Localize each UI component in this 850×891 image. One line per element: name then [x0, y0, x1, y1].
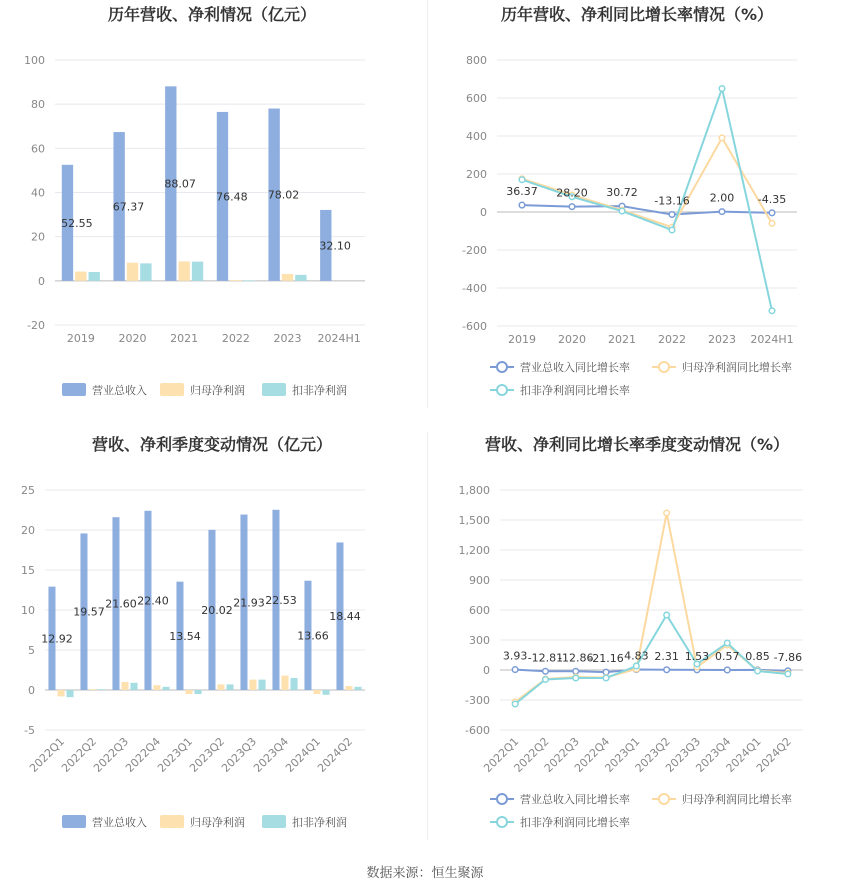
data-point: [519, 202, 525, 208]
legend-label: 归母净利润同比增长率: [682, 793, 792, 806]
legend-swatch: [62, 815, 86, 828]
x-tick-label: 2021: [608, 333, 636, 346]
y-tick-label: -20: [27, 319, 45, 332]
bar: [89, 272, 100, 281]
data-label: 28.20: [556, 186, 588, 200]
data-point: [664, 667, 670, 673]
y-tick-label: 300: [469, 634, 490, 647]
y-tick-label: 600: [469, 604, 490, 617]
data-label: -7.86: [773, 650, 803, 664]
bar: [313, 690, 320, 694]
chart-quarterly-revenue-profit-svg: [0, 430, 425, 860]
y-tick-label: 15: [21, 564, 35, 577]
x-tick-label: 2023: [273, 332, 302, 345]
data-label: 21.60: [105, 597, 137, 611]
bar: [140, 263, 151, 280]
legend-swatch: [262, 815, 286, 828]
legend-label: 营业总收入: [92, 816, 147, 829]
bar: [131, 683, 138, 690]
bar: [89, 689, 96, 690]
legend-label: 营业总收入: [92, 384, 147, 397]
data-point: [512, 701, 518, 707]
data-label: 22.53: [265, 593, 297, 607]
bar: [345, 686, 352, 690]
y-tick-label: 600: [466, 92, 487, 105]
x-tick-label: 2023Q2: [187, 734, 228, 775]
bar: [230, 280, 241, 281]
x-tick-label: 2023Q2: [632, 734, 673, 775]
data-label: 13.66: [297, 629, 329, 643]
bar: [355, 687, 362, 690]
bar: [67, 690, 74, 697]
data-point: [573, 675, 579, 681]
data-label: 1.53: [684, 649, 710, 663]
data-label: 19.57: [73, 605, 105, 619]
x-tick-label: 2023Q1: [155, 734, 196, 775]
data-point: [669, 227, 675, 233]
legend-swatch: [62, 383, 86, 396]
y-tick-label: 1,800: [458, 484, 490, 497]
x-tick-label: 2023: [708, 333, 736, 346]
data-point: [543, 668, 549, 674]
y-tick-label: 200: [466, 168, 487, 181]
legend-marker: [497, 817, 507, 827]
y-tick-label: 1,500: [458, 514, 490, 527]
x-tick-label: 2022: [221, 332, 250, 345]
legend-marker: [497, 794, 507, 804]
data-point: [664, 510, 670, 516]
data-label: 2.31: [654, 649, 679, 663]
x-tick-label: 2024Q1: [723, 734, 764, 775]
data-label: -12.81: [527, 651, 564, 665]
chart-quarterly-revenue-profit: [0, 430, 425, 860]
data-label: 32.10: [319, 239, 351, 253]
legend-label: 营业总收入同比增长率: [520, 793, 630, 806]
data-point: [664, 612, 670, 618]
chart-annual-revenue-profit: [0, 0, 425, 430]
data-label: 52.55: [61, 216, 93, 230]
y-tick-label: 20: [31, 230, 45, 244]
chart-quarterly-growth-rate-svg: [425, 430, 850, 860]
y-tick-label: -600: [462, 320, 487, 333]
bar: [75, 272, 86, 281]
data-point: [719, 135, 725, 141]
data-point: [719, 209, 725, 215]
data-label: -13.16: [654, 194, 690, 208]
legend-label: 扣非净利润同比增长率: [520, 384, 630, 397]
y-tick-label: 400: [466, 130, 487, 143]
x-tick-label: 2024Q2: [753, 734, 794, 775]
data-point: [755, 668, 761, 674]
data-source-note: 数据来源：恒生聚源: [366, 866, 484, 881]
x-tick-label: 2019: [66, 332, 95, 345]
legend-swatch: [160, 383, 184, 396]
x-tick-label: 2023Q1: [602, 734, 643, 775]
legend-marker: [497, 385, 507, 395]
y-tick-label: 40: [31, 186, 45, 200]
x-tick-label: 2021: [170, 332, 199, 345]
bar: [121, 682, 128, 690]
bar: [192, 262, 203, 281]
y-tick-label: 25: [21, 484, 35, 497]
y-tick-label: 20: [21, 524, 35, 537]
chart-annual-revenue-profit-svg: [0, 0, 425, 430]
x-tick-label: 2022: [658, 333, 686, 346]
bar: [295, 275, 306, 281]
bar: [153, 685, 160, 690]
data-point: [769, 210, 775, 216]
series-line: [522, 138, 772, 227]
y-tick-label: -300: [465, 694, 490, 707]
data-label: 36.37: [506, 185, 538, 199]
y-tick-label: 1,200: [458, 544, 490, 557]
legend-label: 归母净利润: [190, 816, 245, 829]
data-label: 30.72: [606, 186, 638, 200]
x-tick-label: 2022Q2: [511, 734, 552, 775]
bar: [99, 689, 106, 690]
x-tick-label: 2022Q3: [91, 734, 132, 775]
legend-label: 归母净利润: [190, 384, 245, 397]
legend-marker: [497, 362, 507, 372]
data-label: 3.93: [502, 649, 528, 663]
legend-label: 归母净利润同比增长率: [682, 361, 792, 374]
legend-swatch: [160, 815, 184, 828]
chart-title: 营收、净利季度变动情况（亿元）: [91, 435, 333, 454]
x-tick-label: 2022Q1: [481, 734, 522, 775]
data-point: [769, 308, 775, 314]
data-point: [543, 677, 549, 683]
bar: [244, 280, 255, 281]
data-label: 13.54: [169, 629, 201, 643]
x-tick-label: 2024H1: [317, 332, 361, 345]
x-tick-label: 2024Q1: [283, 734, 324, 775]
legend-label: 营业总收入同比增长率: [520, 361, 630, 374]
data-point: [512, 667, 518, 673]
x-tick-label: 2020: [118, 332, 147, 345]
data-label: 0.85: [745, 649, 770, 663]
bar: [57, 690, 64, 696]
data-point: [519, 177, 525, 183]
data-label: 12.92: [41, 632, 73, 646]
chart-title: 营收、净利同比增长率季度变动情况（%）: [484, 435, 790, 454]
chart-quarterly-growth-rate: [425, 430, 850, 860]
y-tick-label: -400: [462, 282, 487, 295]
data-point: [719, 86, 725, 92]
x-tick-label: 2024H1: [750, 333, 794, 346]
y-tick-label: 900: [469, 574, 490, 587]
bar: [217, 684, 224, 690]
data-label: 88.07: [164, 177, 196, 191]
data-label: 0.57: [715, 649, 740, 663]
data-point: [634, 663, 640, 669]
chart-annual-growth-rate-svg: [425, 0, 850, 430]
y-tick-label: 10: [21, 604, 35, 617]
x-tick-label: 2022Q2: [59, 734, 100, 775]
chart-annual-growth-rate: [425, 0, 850, 430]
bar: [185, 690, 192, 694]
data-point: [619, 208, 625, 214]
data-label: 4.83: [624, 649, 649, 663]
data-point: [785, 671, 791, 677]
x-tick-label: 2023Q3: [663, 734, 704, 775]
bar: [282, 274, 293, 281]
data-point: [603, 675, 609, 681]
data-point: [724, 667, 730, 673]
x-tick-label: 2019: [508, 333, 536, 346]
legend-label: 扣非净利润同比增长率: [520, 816, 630, 829]
data-label: 76.48: [216, 190, 248, 204]
x-tick-label: 2022Q1: [27, 734, 68, 775]
y-tick-label: 0: [483, 664, 490, 677]
bar: [163, 687, 170, 690]
x-tick-label: 2023Q4: [693, 734, 734, 775]
y-tick-label: 0: [480, 206, 487, 219]
legend-swatch: [262, 383, 286, 396]
bar: [323, 690, 330, 695]
bar: [127, 263, 138, 281]
data-point: [573, 668, 579, 674]
data-label: 21.93: [233, 596, 265, 610]
chart-title: 历年营收、净利情况（亿元）: [107, 5, 317, 24]
data-label: 67.37: [112, 200, 145, 214]
data-label: 22.40: [137, 594, 169, 608]
legend-label: 扣非净利润: [292, 816, 347, 829]
bar: [259, 680, 266, 690]
series-line: [515, 513, 788, 702]
x-tick-label: 2022Q4: [123, 734, 164, 775]
data-label: 18.44: [329, 610, 361, 624]
y-tick-label: -600: [465, 724, 490, 737]
data-label: 78.02: [267, 188, 300, 202]
y-tick-label: 5: [28, 644, 35, 657]
y-tick-label: 60: [31, 142, 45, 156]
legend-marker: [659, 362, 669, 372]
data-label: -21.16: [588, 652, 624, 666]
x-tick-label: 2024Q2: [315, 734, 356, 775]
data-point: [669, 212, 675, 218]
y-tick-label: -200: [462, 244, 487, 257]
x-tick-label: 2020: [558, 333, 586, 346]
y-tick-label: 0: [28, 684, 35, 697]
data-point: [769, 221, 775, 227]
y-tick-label: -5: [24, 724, 35, 737]
chart-title: 历年营收、净利同比增长率情况（%）: [500, 5, 774, 24]
data-point: [724, 640, 730, 646]
data-label: 2.00: [709, 191, 735, 205]
data-label: 20.02: [201, 603, 233, 617]
bar: [178, 261, 189, 280]
y-tick-label: 800: [466, 54, 487, 67]
y-tick-label: 100: [24, 54, 45, 67]
bar: [249, 680, 256, 690]
y-tick-label: 80: [31, 98, 45, 112]
x-tick-label: 2023Q4: [251, 734, 292, 775]
series-line: [522, 205, 772, 214]
data-label: -4.35: [757, 192, 787, 206]
x-tick-label: 2023Q3: [219, 734, 260, 775]
x-tick-label: 2022Q3: [541, 734, 582, 775]
bar: [281, 676, 288, 690]
legend-marker: [659, 794, 669, 804]
bar: [291, 678, 298, 690]
data-label: -12.86: [558, 651, 594, 665]
y-tick-label: 0: [38, 274, 45, 288]
bar: [195, 690, 202, 694]
bar: [227, 684, 234, 690]
x-tick-label: 2022Q4: [572, 734, 613, 775]
data-point: [569, 204, 575, 210]
legend-label: 扣非净利润: [292, 384, 347, 397]
